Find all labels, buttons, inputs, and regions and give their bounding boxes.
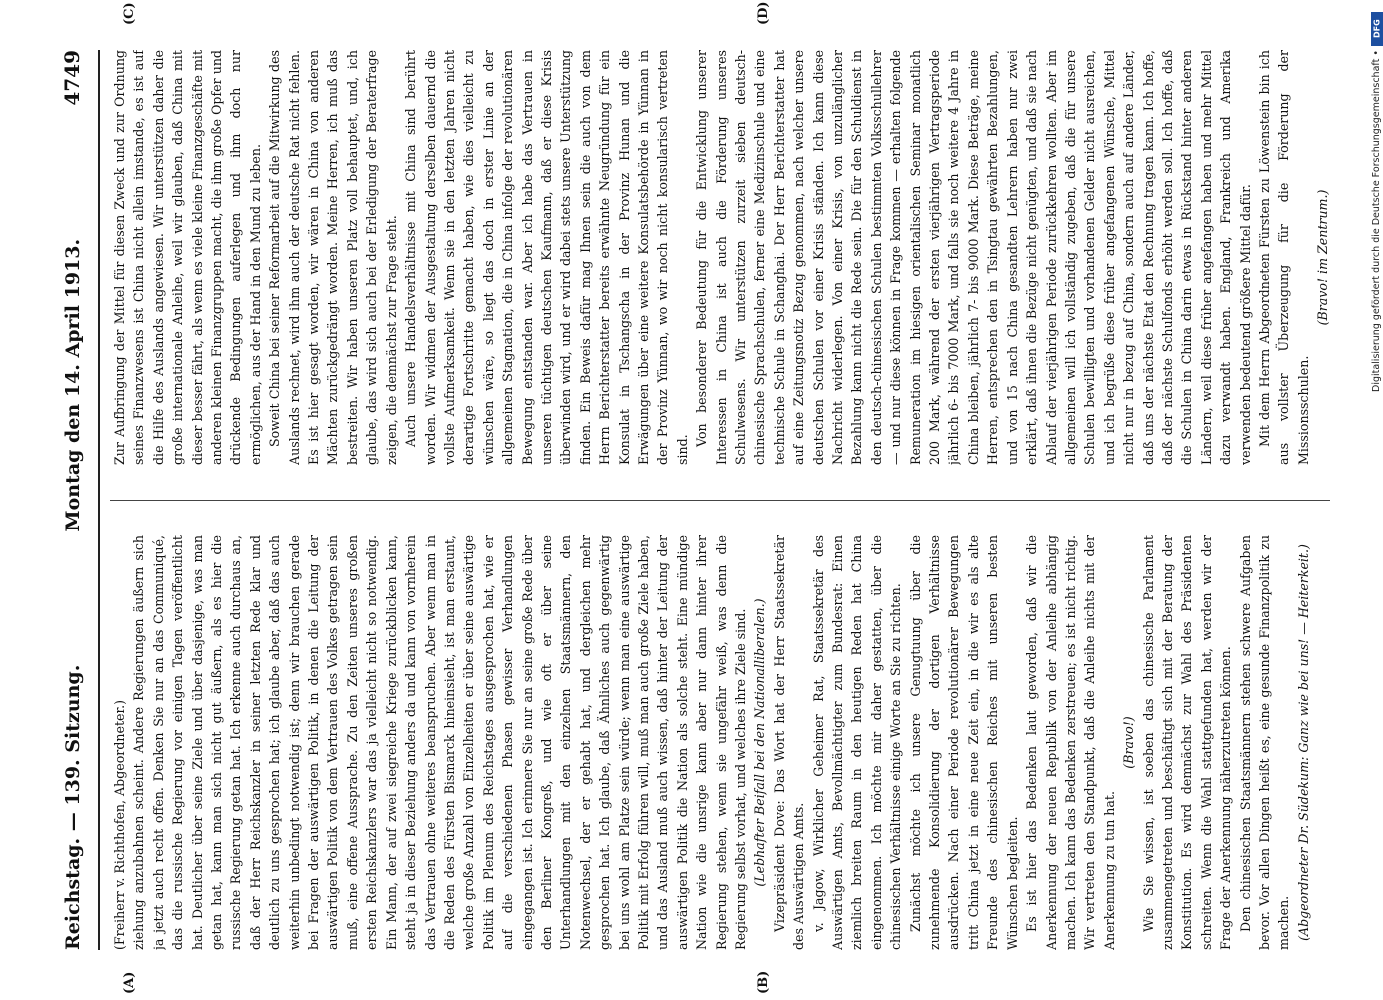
- left-column: [110, 535, 1330, 950]
- paragraph: Den chinesischen Staatsmännern stehen schwere Aufgaben bevor. Vor allen Dingen heißt es, eine gesunde Finanzpolitik zu machen.: [1237, 535, 1292, 950]
- right-column: [110, 50, 1330, 465]
- interjection: (Abgeordneter Dr. Südekum: Ganz wie bei uns! — Heiterkeit.): [1295, 544, 1311, 941]
- margin-marker-c: (C): [122, 2, 137, 25]
- paragraph: ziehung anzubahnen scheint. Andere Regierungen äußern sich ja jetzt auch recht offen. Denken Sie nur an das Communiqué, das die russische Regierung vor einigen Tagen veröffentlicht hat. Deutlicher über seine Ziele und über dasjenige, was man getan hat, kann man sich nicht gut äußern, als es hier die russische Regierung getan hat. Ich erkenne auch durchaus an, daß der Herr Reichskanzler in seiner letzten Rede klar und deutlich zu uns gesprochen hat; ich glaube aber, daß das auch weiterhin unbedingt notwendig ist; denn wir brauchen gerade bei Fragen der auswärtigen Politik, in denen die Leitung der auswärtigen Politik von dem Vertrauen des Volkes getragen sein muß, eine offene Aussprache. Zu den Zeiten unseres großen ersten Reichskanzlers war das ja vielleicht nicht so notwendig. Ein Mann, der auf zwei siegreiche Kriege zurückblicken kann, steht ja in dieser Beziehung anders da und kann von vornherein das Vertrauen ohne weiteres beanspruchen. Aber wenn man in die Reden des Fürsten Bismarck hineinsieht, ist man erstaunt, welche große Anzahl von Einzelheiten er über seine auswärtige Politik im Plenum des Reichstages ausgesprochen hat, wie er auf die verschiedenen Phasen gewisser Verhandlungen eingegangen ist. Ich erinnere Sie nur an seine große Rede über den Berliner Kongreß, und wie oft er über seine Unterhandlungen mit den einzelnen Staatsmännern, den Notenwechsel, der er gehabt hat, und dergleichen mehr gesprochen hat. Ich glaube, daß Ähnliches auch gegenwärtig bei uns wohl am Platze sein würde; wenn man eine auswärtige Politik mit Erfolg führen will, muß man auch große Ziele haben, und das Ausland muß auch wissen, daß hinter der Leitung der auswärtigen Politik die Nation als solche steht. Eine mündige Nation wie die unsrige kann aber nur dann hinter ihrer Regierung stehen, wenn sie ungefähr weiß, was denn die Regierung selbst vorhat, und welches ihre Ziele sind.: [131, 535, 748, 950]
- paragraph: Von besonderer Bedeutung für die Entwicklung unserer Interessen in China ist auch die Förderung unseres Schulwesens. Wir unterstützen zurzeit sieben deutsch-chinesische Sprachschulen, ferner eine Medizinschule und eine technische Schule in Schanghai. Der Herr Berichterstatter hat auf eine Zeitungsnotiz Bezug genommen, nach welcher unsere deutschen Schulen vor einer Krisis ständen. Ich kann diese Nachricht widerlegen. Von einer Krisis, von unzulänglicher Bezahlung kann nicht die Rede sein. Die für den Schuldienst in den deutsch-chinesischen Schulen bestimmten Volksschullehrer — und nur diese können in Frage kommen — erhalten folgende Remuneration im hiesigen orientalischen Seminar monatlich 200 Mark, während der ersten vierjährigen Vertragsperiode jährlich 6- bis 7000 Mark, und falls sie noch weitere 4 Jahre in China bleiben, jährlich 7- bis 9000 Mark. Diese Beträge, meine Herren, entsprechen den in Tsingtau gewährten Bezahlungen, und von 15 nach China gesandten Lehrern haben nur zwei erklärt, daß ihnen die Bezüge nicht genügten, und daß sie nach Ablauf der vierjährigen Periode zurückkehren wollten. Aber im allgemeinen will ich vollständig zugeben, daß die für unsere Schulen bewilligten und vorhandenen Gelder nicht ausreichen, und ich begrüße diese früher angefangenen Wünsche, Mittel nicht nur in bezug auf China, sondern auch auf andere Länder, daß uns der nächste Etat den Rechnung tragen kann. Ich hoffe, daß der nächste Schulfonds erhöht werden soll. Ich hoffe, daß die Schulen in China darin etwas in Rückstand hinter anderen Ländern, weil diese früher angefangen haben und mehr Mittel dazu verwandt haben. England, Frankreich und Amerika verwenden bedeutend größere Mittel dafür.: [694, 50, 1253, 465]
- paragraph: Vizepräsident Dove: Das Wort hat der Herr Staatssekretär des Auswärtigen Amts.: [771, 535, 807, 950]
- column-divider: [110, 500, 1330, 501]
- paragraph: Zunächst möchte ich unsere Genugtuung über die zunehmende Konsolidierung der dortigen Verhältnisse ausdrücken. Nach einer Periode revolutionärer Bewegungen tritt China jetzt in eine neue Zeit ein, in die wir es als alte Freunde des chinesischen Reiches mit unseren besten Wünschen begleiten.: [907, 535, 1020, 950]
- margin-marker-a: (A): [122, 971, 137, 994]
- header-date: Montag den 14. April 1913.: [62, 238, 84, 532]
- paragraph: Wie Sie wissen, ist soeben das chinesische Parlament zusammengetreten und beschäftigt sich mit der Beratung der Konstitution. Es wird demnächst zur Wahl des Präsidenten schreiten. Wenn die Wahl stattgefunden hat, werden wir der Frage der Anerkennung näherzutreten können.: [1140, 535, 1234, 950]
- interjection: (Bravo! im Zentrum.): [1315, 189, 1330, 326]
- digitization-credit: Digitalisierung gefördert durch die Deutsche Forschungsgemeinschaft •: [1371, 50, 1382, 392]
- interjection: (Bravo!): [1121, 716, 1137, 769]
- page-header: [60, 50, 94, 950]
- paragraph: Zur Aufbringung der Mittel für diesen Zweck und zur Ordnung seines Finanzwesens ist China nicht allein imstande, es ist auf die Hilfe des Auslands angewiesen. Wir unterstützen daher die große internationale Anleihe, weil wir glauben, daß China mit dieser besser fährt, als wenn es viele kleine Finanzgeschäfte mit anderen kleinen Finanzgruppen macht, die ihm große Opfer und drückende Bedingungen auferlegen und ihm doch nur ermöglichen, aus der Hand in den Mund zu leben.: [112, 50, 263, 465]
- speaker-running-head: (Freiherr v. Richthofen, Abgeordneter.): [112, 699, 127, 950]
- paragraph: Auch unsere Handelsverhältnisse mit China sind berührt worden. Wir widmen der Ausgestaltung derselben dauernd die vollste Aufmerksamkeit. Wenn sie in den letzten Jahren nicht derartige Fortschritte gemacht haben, wie dies vielleicht zu wünschen wäre, so liegt das doch in erster Linie an der allgemeinen Stagnation, die in China infolge der revolutionären Bewegung entstanden war. Aber ich habe das Vertrauen in unseren tüchtigen deutschen Kaufmann, daß er diese Krisis überwinden wird, und er wird dabei stets unsere Unterstützung finden. Ein Beweis dafür mag Ihnen sein die auch von dem Herrn Berichterstatter bereits erwähnte Neugründung für ein Konsulat in Tschangscha in der Provinz Hunan und die Erwägungen über eine weitere Konsulatsbehörde in Yünnan in der Provinz Yünnan, wo wir noch nicht konsularisch vertreten sind.: [403, 50, 690, 465]
- paragraph: v. Jagow, Wirklicher Geheimer Rat, Staatssekretär des Auswärtigen Amts, Bevollmächtigter zum Bundesrat: Einen ziemlich breiten Raum in den heutigen Reden hat China eingenommen. Ich möchte mir daher gestatten, über die chinesischen Verhältnisse einige Worte an Sie zu richten.: [810, 535, 904, 950]
- margin-marker-d: (D): [756, 1, 771, 25]
- page-number: 4749: [60, 50, 84, 106]
- margin-marker-b: (B): [756, 970, 771, 994]
- paragraph: Es ist hier das Bedenken laut geworden, daß wir die Anerkennung der neuen Republik von der Anleihe abhängig machen. Ich kann das Bedenken zerstreuen; es ist nicht richtig. Wir vertreten den Standpunkt, daß die Anleihe nichts mit der Anerkennung zu tun hat.: [1024, 535, 1117, 950]
- dfg-logo: DFG: [1371, 12, 1383, 46]
- paragraph: Mit dem Herrn Abgeordneten Fürsten zu Löwenstein bin ich aus vollster Überzeugung für die Förderung der Missionsschulen.: [1256, 50, 1311, 465]
- rotated-page-content: [60, 1, 1350, 994]
- header-left: Reichstag. — 139. Sitzung.: [62, 664, 84, 950]
- interjection: (Lebhafter Beifall bei den Nationalliberalen.): [752, 598, 768, 887]
- header-rule: [98, 50, 100, 950]
- paragraph: Soweit China bei seiner Reformarbeit auf die Mitwirkung des Auslands rechnet, wird ihm auch der deutsche Rat nicht fehlen. Es ist hier gesagt worden, wir wären in China von anderen Mächten zurückgedrängt worden. Meine Herren, ich muß das bestreiten. Wir haben unseren Platz voll behauptet, und, ich glaube, das wird sich auch bei der Erledigung der Beraterfrage zeigen, die demnächst zur Frage steht.: [267, 50, 399, 465]
